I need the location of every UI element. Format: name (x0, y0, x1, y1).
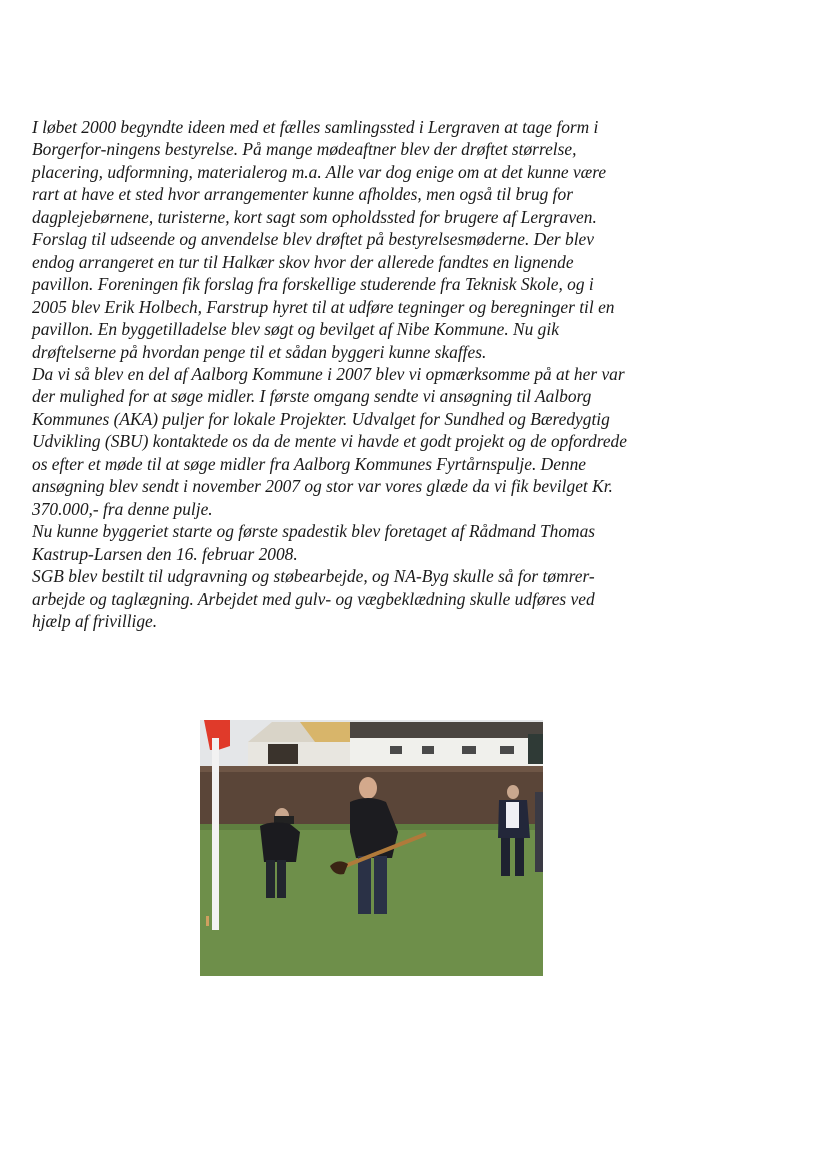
text-line: drøftelserne på hvordan penge til et sådan byggeri kunne skaffes. (32, 341, 487, 362)
text-line: pavillon. En byggetilladelse blev søgt og bevilget af Nibe Kommune. Nu gik (32, 319, 559, 340)
text-line: Nu kunne byggeriet starte og første spadestik blev foretaget af Rådmand Thomas (32, 521, 596, 542)
text-line: dagplejebørnene, turisterne, kort sagt som opholdssted for brugere af Lergraven. (32, 206, 597, 227)
text-line: Kommunes (AKA) puljer for lokale Projekter. Udvalget for Sundhed og Bæredygtig (32, 408, 610, 429)
text-line: Udvikling (SBU) kontaktede os da de mente vi havde et godt projekt og de opfordrede (32, 431, 627, 452)
text-line: endog arrangeret en tur til Halkær skov hvor der allerede fandtes en lignende (32, 251, 574, 272)
text-line: der mulighed for at søge midler. I første omgang sendte vi ansøgning til Aalborg (32, 386, 592, 407)
farm-building (248, 722, 543, 766)
body-text (32, 116, 732, 632)
text-line: rart at have et sted hvor arrangementer kunne afholdes, men også til brug for (32, 184, 573, 205)
text-line: ansøgning blev sendt i november 2007 og stor var vores glæde da vi fik bevilget Kr. (32, 476, 613, 497)
text-line: Da vi så blev en del af Aalborg Kommune i 2007 blev vi opmærksomme på at her var (32, 363, 625, 384)
text-line: Kastrup-Larsen den 16. februar 2008. (32, 543, 298, 564)
text-line: placering, udformning, materialerog m.a. Alle var dog enige om at det kunne være (32, 161, 607, 182)
text-line: 370.000,- fra denne pulje. (32, 498, 213, 519)
text-line: Forslag til udseende og anvendelse blev drøftet på bestyrelsesmøderne. Der blev (32, 229, 594, 250)
text-line: hjælp af frivillige. (32, 610, 158, 631)
text-line: arbejde og taglægning. Arbejdet med gulv- og vægbeklædning skulle udføres ved (32, 588, 595, 609)
photo-illustration (200, 720, 543, 976)
text-line: I løbet 2000 begyndte ideen med et fælles samlingssted i Lergraven at tage form i (32, 117, 599, 137)
text-line: 2005 blev Erik Holbech, Farstrup hyret til at udføre tegninger og beregninger til en (32, 296, 615, 317)
text-line: pavillon. Foreningen fik forslag fra forskellige studerende fra Teknisk Skole, og i (32, 274, 594, 295)
text-line: Borgerfor-ningens bestyrelse. På mange mødeaftner blev der drøftet størrelse, (32, 139, 577, 160)
groundbreaking-photo (200, 720, 543, 976)
text-line: SGB blev bestilt til udgravning og støbearbejde, og NA-Byg skulle så for tømrer- (32, 566, 595, 587)
text-line: os efter et møde til at søge midler fra Aalborg Kommunes Fyrtårnspulje. Denne (32, 453, 587, 474)
